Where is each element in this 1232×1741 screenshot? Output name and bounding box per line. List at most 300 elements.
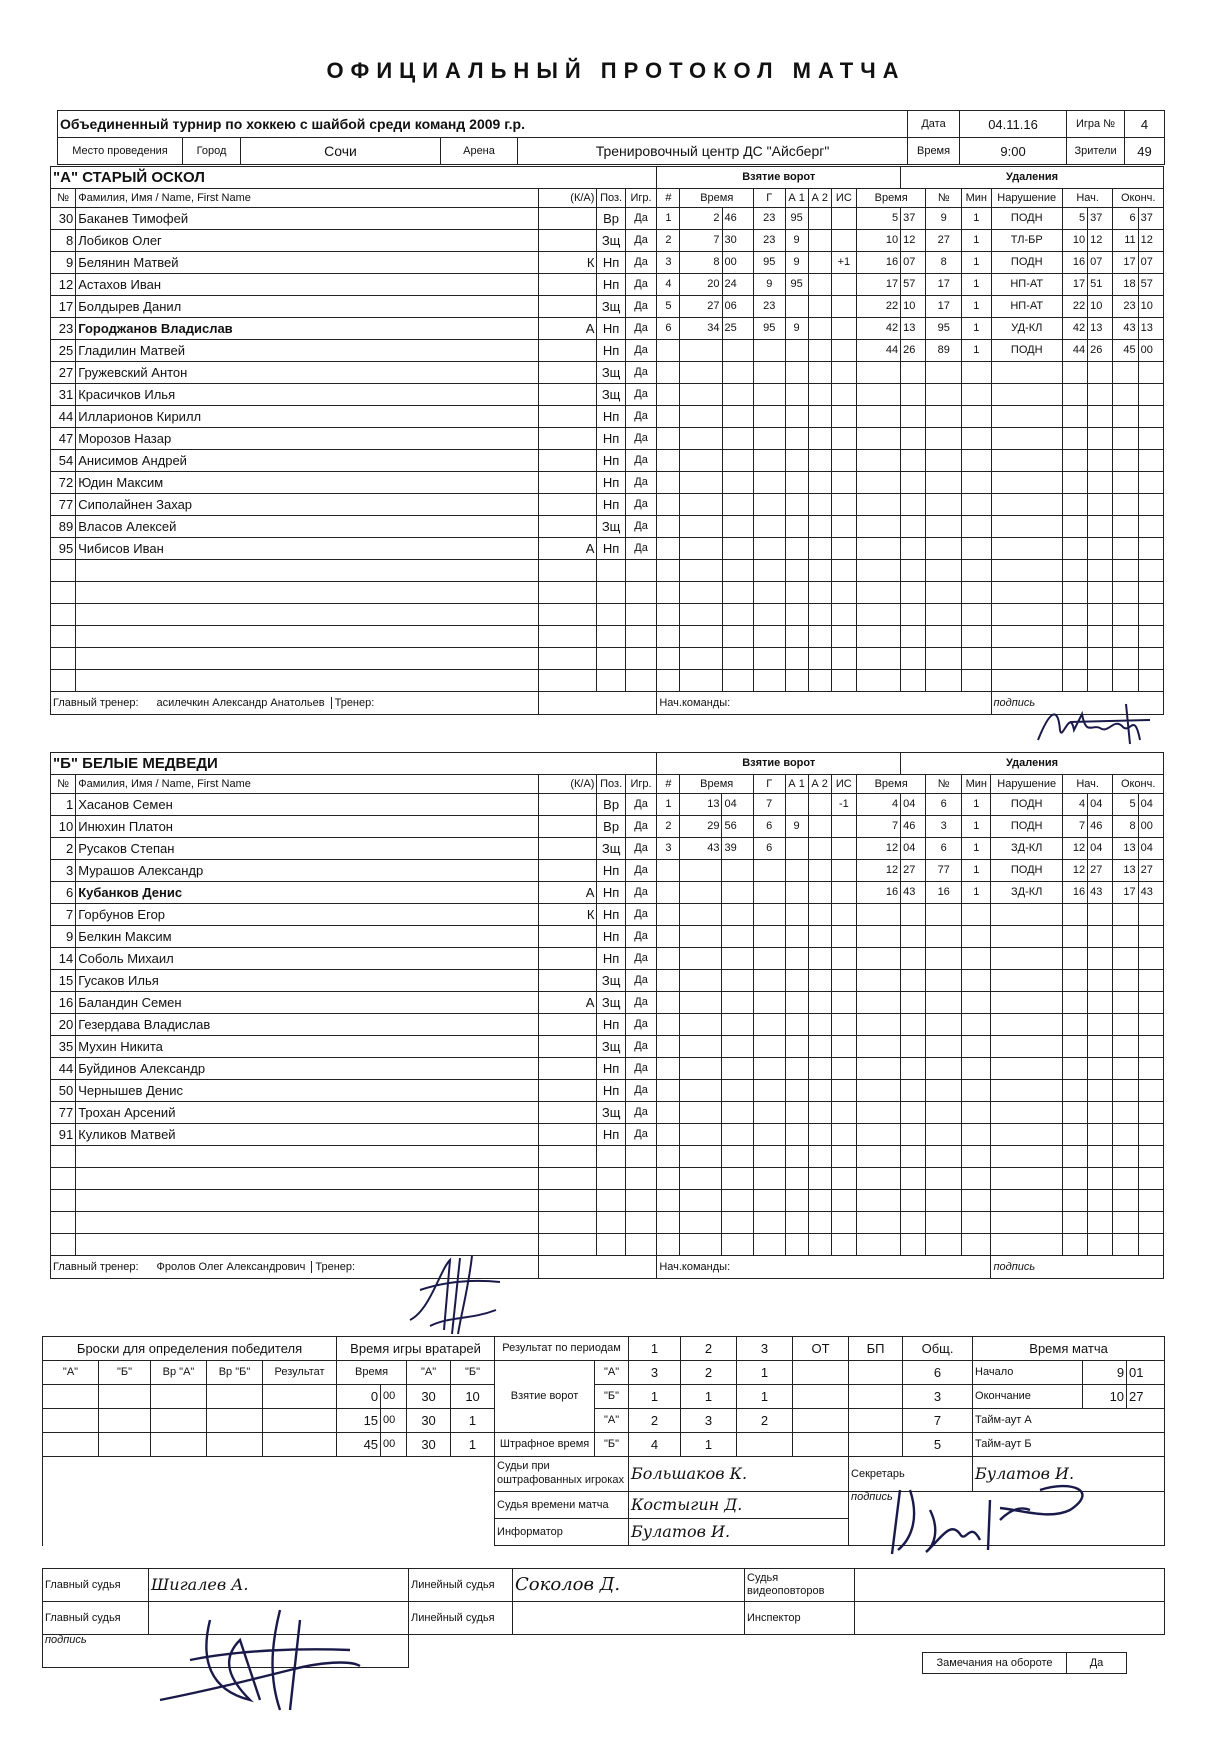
player-played: Да <box>625 296 657 318</box>
coach-blank <box>538 1256 657 1279</box>
protocol-title: ОФИЦИАЛЬНЫЙ ПРОТОКОЛ МАТЧА <box>326 58 906 83</box>
goal-second: 39 <box>722 838 754 860</box>
player-played <box>625 1212 657 1234</box>
player-played: Да <box>625 926 657 948</box>
penalty-minute <box>856 494 900 516</box>
penalty-end-sec: 12 <box>1138 230 1163 252</box>
penalty-player: 16 <box>926 882 962 904</box>
penalty-length <box>962 904 991 926</box>
goal-assist-2 <box>808 494 831 516</box>
linesman-1: Соколов Д. <box>513 1569 745 1602</box>
goal-strength <box>831 406 856 428</box>
penalty-minute <box>856 948 900 970</box>
goal-strength <box>831 384 856 406</box>
player-position: Зщ <box>597 1036 625 1058</box>
penalty-start-min: 4 <box>1062 794 1087 816</box>
penalty-second <box>901 538 926 560</box>
shootout-label: Броски для определения победителя <box>43 1337 337 1361</box>
time-judge: Костыгин Д. <box>629 1492 849 1519</box>
penalty-start-sec <box>1088 1234 1113 1256</box>
goal-assist-1: 95 <box>785 208 808 230</box>
penalty-minute: 44 <box>856 340 900 362</box>
penalty-violation <box>991 1036 1062 1058</box>
goal-minute <box>680 1124 722 1146</box>
player-name: Астахов Иван <box>76 274 538 296</box>
penalty-minute: 10 <box>856 230 900 252</box>
penalty-end-sec <box>1138 1146 1163 1168</box>
column-header: Игр. <box>625 775 657 794</box>
penalty-second <box>901 926 926 948</box>
player-role <box>538 362 597 384</box>
player-name: Белкин Максим <box>76 926 538 948</box>
goal-assist-1 <box>785 604 808 626</box>
player-position: Зщ <box>597 384 625 406</box>
penalty-player <box>926 1146 962 1168</box>
player-number: 20 <box>51 1014 76 1036</box>
penalty-second: 04 <box>901 838 926 860</box>
penalty-end-min <box>1113 384 1138 406</box>
penalty-start-min <box>1062 384 1087 406</box>
table-row <box>51 538 1164 560</box>
player-played: Да <box>625 882 657 904</box>
penalty-end-sec: 57 <box>1138 274 1163 296</box>
penalty-player <box>926 648 962 670</box>
goal-scorer <box>753 970 785 992</box>
goal-second <box>722 516 754 538</box>
player-name: Трохан Арсений <box>76 1102 538 1124</box>
goal-second <box>722 948 754 970</box>
penalty-second: 43 <box>901 882 926 904</box>
player-name: Куликов Матвей <box>76 1124 538 1146</box>
goal-second <box>722 384 754 406</box>
player-number: 3 <box>51 860 76 882</box>
penalty-second <box>901 1080 926 1102</box>
goal-minute: 43 <box>680 838 722 860</box>
player-name: Баландин Семен <box>76 992 538 1014</box>
penalty-end-sec <box>1138 1036 1163 1058</box>
penalty-start-sec: 07 <box>1088 252 1113 274</box>
penalty-player <box>926 604 962 626</box>
player-position: Зщ <box>597 296 625 318</box>
notes-value: Да <box>1067 1653 1127 1674</box>
goal-strength <box>831 992 856 1014</box>
player-played: Да <box>625 450 657 472</box>
penalty-second <box>901 494 926 516</box>
goal-strength <box>831 230 856 252</box>
table-row <box>51 1080 1164 1102</box>
penalty-violation <box>991 362 1062 384</box>
player-name: Баканев Тимофей <box>76 208 538 230</box>
penalty-start-sec <box>1088 560 1113 582</box>
penalty-second <box>901 670 926 692</box>
player-name: Мухин Никита <box>76 1036 538 1058</box>
player-position: Нп <box>597 450 625 472</box>
goal-index: 1 <box>657 208 680 230</box>
penalty-violation: НП-АТ <box>991 274 1062 296</box>
penalty-start-min: 16 <box>1062 252 1087 274</box>
penalty-minute <box>856 1168 900 1190</box>
penalty-minute: 16 <box>856 252 900 274</box>
goal-index <box>657 1014 680 1036</box>
penalty-second <box>901 1168 926 1190</box>
penalty-end-min <box>1113 970 1138 992</box>
goal-index <box>657 626 680 648</box>
player-position: Нп <box>597 948 625 970</box>
penalty-end-min <box>1113 1168 1138 1190</box>
player-number <box>51 1212 76 1234</box>
goal-second <box>722 670 754 692</box>
column-header: Нач. <box>1062 189 1112 208</box>
goal-second: 56 <box>722 816 754 838</box>
goal-scorer <box>753 904 785 926</box>
player-name: Белянин Матвей <box>76 252 538 274</box>
player-position: Нп <box>597 406 625 428</box>
column-header: Г <box>753 775 785 794</box>
player-name: Гладилин Матвей <box>76 340 538 362</box>
penalty-start-sec: 46 <box>1088 816 1113 838</box>
penalty-start-sec <box>1088 992 1113 1014</box>
goal-second <box>722 1014 754 1036</box>
penalty-end-sec <box>1138 1190 1163 1212</box>
table-row <box>51 516 1164 538</box>
penalty-player <box>926 560 962 582</box>
player-role <box>538 1102 597 1124</box>
goal-assist-1 <box>785 384 808 406</box>
penalty-second: 07 <box>901 252 926 274</box>
player-played: Да <box>625 1124 657 1146</box>
player-role <box>538 948 597 970</box>
penalty-end-sec <box>1138 560 1163 582</box>
team-b-table <box>50 752 1164 1279</box>
goal-strength <box>831 516 856 538</box>
table-row <box>51 1146 1164 1168</box>
player-name: Гезердава Владислав <box>76 1014 538 1036</box>
player-position: Зщ <box>597 362 625 384</box>
goal-strength <box>831 1146 856 1168</box>
penalty-end-sec <box>1138 648 1163 670</box>
goal-assist-2 <box>808 1146 831 1168</box>
penalty-end-min <box>1113 450 1138 472</box>
player-number: 91 <box>51 1124 76 1146</box>
goal-strength <box>831 428 856 450</box>
player-position: Нп <box>597 926 625 948</box>
player-position: Нп <box>597 318 625 340</box>
penalty-end-sec <box>1138 1058 1163 1080</box>
goal-strength <box>831 1212 856 1234</box>
player-position <box>597 648 625 670</box>
goal-assist-1 <box>785 648 808 670</box>
penalty-end-min <box>1113 1058 1138 1080</box>
goal-strength <box>831 1190 856 1212</box>
goal-second <box>722 494 754 516</box>
penalty-minute <box>856 516 900 538</box>
penalty-violation <box>991 970 1062 992</box>
player-position: Нп <box>597 860 625 882</box>
coach-blank <box>538 692 657 715</box>
goal-minute <box>680 1058 722 1080</box>
penalty-start-min: 22 <box>1062 296 1087 318</box>
player-role <box>538 1014 597 1036</box>
goal-assist-1 <box>785 1234 808 1256</box>
match-date: 04.11.16 <box>960 111 1067 138</box>
goal-assist-1 <box>785 582 808 604</box>
player-number: 6 <box>51 882 76 904</box>
goal-index <box>657 1080 680 1102</box>
column-header: # <box>657 775 680 794</box>
goal-minute <box>680 516 722 538</box>
player-position: Зщ <box>597 992 625 1014</box>
goal-second <box>722 904 754 926</box>
table-row <box>51 450 1164 472</box>
penalty-minute: 42 <box>856 318 900 340</box>
penalty-player <box>926 384 962 406</box>
player-name: Мурашов Александр <box>76 860 538 882</box>
penalty-start-sec <box>1088 970 1113 992</box>
player-role: А <box>538 538 597 560</box>
goal-minute <box>680 494 722 516</box>
player-number: 16 <box>51 992 76 1014</box>
goal-minute: 20 <box>680 274 722 296</box>
column-header: ИС <box>831 775 856 794</box>
player-name <box>76 560 538 582</box>
goal-index <box>657 340 680 362</box>
arena: Тренировочный центр ДС "Айсберг" <box>518 138 908 165</box>
goal-minute <box>680 648 722 670</box>
penalty-minute <box>856 450 900 472</box>
penalty-violation <box>991 1234 1062 1256</box>
player-name <box>76 1212 538 1234</box>
player-played <box>625 560 657 582</box>
goal-minute <box>680 1014 722 1036</box>
head-coach-label: Главный тренер: <box>53 696 139 709</box>
penalty-length <box>962 472 991 494</box>
goal-assist-2 <box>808 1124 831 1146</box>
penalty-minute <box>856 1234 900 1256</box>
penalty-player <box>926 362 962 384</box>
player-number: 30 <box>51 208 76 230</box>
team-name: "Б" БЕЛЫЕ МЕДВЕДИ <box>51 753 657 775</box>
goal-assist-1 <box>785 428 808 450</box>
goal-strength <box>831 1036 856 1058</box>
penalty-minute <box>856 1080 900 1102</box>
penalty-end-min <box>1113 362 1138 384</box>
penalty-end-min: 13 <box>1113 838 1138 860</box>
goal-assist-2 <box>808 1190 831 1212</box>
goal-minute <box>680 904 722 926</box>
goal-index <box>657 904 680 926</box>
penalty-second: 46 <box>901 816 926 838</box>
penalty-second <box>901 648 926 670</box>
goal-assist-2 <box>808 1014 831 1036</box>
match-header: Объединенный турнир по хоккею с шайбой среди команд 2009 г.р. Дата 04.11.16 Игра № 4 Место проведения Город Сочи Арена Тренировочный центр ДС "Айсберг" Время 9:00 Зрители 49 <box>57 110 1165 165</box>
player-position: Нп <box>597 538 625 560</box>
penalty-player <box>926 1168 962 1190</box>
penalty-end-sec <box>1138 926 1163 948</box>
penalty-length <box>962 992 991 1014</box>
column-header: Поз. <box>597 775 625 794</box>
table-row <box>51 860 1164 882</box>
goal-assist-1 <box>785 670 808 692</box>
penalty-length <box>962 670 991 692</box>
penalty-length <box>962 560 991 582</box>
player-role: К <box>538 904 597 926</box>
penalty-length <box>962 626 991 648</box>
penalty-end-sec <box>1138 626 1163 648</box>
penalty-minute <box>856 970 900 992</box>
goal-second: 46 <box>722 208 754 230</box>
goal-index <box>657 494 680 516</box>
goal-minute <box>680 860 722 882</box>
penalty-violation <box>991 472 1062 494</box>
goal-minute <box>680 406 722 428</box>
penalty-end-sec <box>1138 362 1163 384</box>
goal-assist-2 <box>808 948 831 970</box>
column-header: (К/А) <box>538 775 597 794</box>
city: Сочи <box>241 138 441 165</box>
goal-index <box>657 406 680 428</box>
player-played: Да <box>625 362 657 384</box>
goal-minute <box>680 428 722 450</box>
penalty-end-min: 11 <box>1113 230 1138 252</box>
goal-index: 5 <box>657 296 680 318</box>
goal-scorer: 6 <box>753 816 785 838</box>
penalty-length <box>962 582 991 604</box>
goal-strength <box>831 450 856 472</box>
penalty-start-min <box>1062 1102 1087 1124</box>
penalty-start-min <box>1062 670 1087 692</box>
penalty-length <box>962 406 991 428</box>
penalty-second <box>901 970 926 992</box>
penalty-player <box>926 450 962 472</box>
penalty-start-min: 17 <box>1062 274 1087 296</box>
player-played: Да <box>625 384 657 406</box>
penalty-end-min: 23 <box>1113 296 1138 318</box>
player-played <box>625 670 657 692</box>
penalty-end-min <box>1113 428 1138 450</box>
goal-second <box>722 648 754 670</box>
goal-second <box>722 406 754 428</box>
goal-minute <box>680 926 722 948</box>
goal-second <box>722 538 754 560</box>
goal-strength <box>831 860 856 882</box>
penalty-second: 26 <box>901 340 926 362</box>
player-role <box>538 1124 597 1146</box>
goal-assist-1 <box>785 926 808 948</box>
penalty-second <box>901 1014 926 1036</box>
goal-assist-2 <box>808 926 831 948</box>
penalty-player <box>926 992 962 1014</box>
penalty-player <box>926 1058 962 1080</box>
penalty-player <box>926 670 962 692</box>
penalty-start-sec <box>1088 494 1113 516</box>
player-role <box>538 1234 597 1256</box>
penalty-end-min <box>1113 1080 1138 1102</box>
goal-assist-2 <box>808 970 831 992</box>
goal-scorer <box>753 948 785 970</box>
player-number <box>51 670 76 692</box>
goal-assist-1: 9 <box>785 252 808 274</box>
goal-second <box>722 362 754 384</box>
player-played: Да <box>625 992 657 1014</box>
player-played: Да <box>625 1102 657 1124</box>
table-row <box>51 838 1164 860</box>
penalty-start-sec <box>1088 904 1113 926</box>
goal-scorer <box>753 1124 785 1146</box>
player-name: Морозов Назар <box>76 428 538 450</box>
goal-scorer <box>754 472 786 494</box>
player-name: Юдин Максим <box>76 472 538 494</box>
coach-row <box>51 692 539 715</box>
penalty-end-sec: 04 <box>1138 794 1163 816</box>
penalty-start-sec <box>1088 1190 1113 1212</box>
penalty-minute <box>856 384 900 406</box>
goal-assist-1 <box>785 794 808 816</box>
penalty-length: 1 <box>962 838 991 860</box>
goal-second <box>722 340 754 362</box>
goal-index <box>657 670 680 692</box>
penalty-end-min <box>1113 648 1138 670</box>
penalty-violation <box>991 1124 1062 1146</box>
penalty-start-sec <box>1088 1146 1113 1168</box>
penalty-start-sec <box>1088 362 1113 384</box>
column-header: А 2 <box>808 775 831 794</box>
penalty-end-sec <box>1138 1168 1163 1190</box>
penalty-violation: НП-АТ <box>991 296 1062 318</box>
penalty-end-min: 18 <box>1113 274 1138 296</box>
goal-assist-1 <box>785 494 808 516</box>
goal-assist-1 <box>785 296 808 318</box>
player-played: Да <box>625 318 657 340</box>
penalty-violation <box>991 1080 1062 1102</box>
table-row <box>51 230 1164 252</box>
player-number: 12 <box>51 274 76 296</box>
penalty-end-min: 43 <box>1113 318 1138 340</box>
player-name: Гружевский Антон <box>76 362 538 384</box>
penalty-violation <box>991 406 1062 428</box>
goal-assist-1 <box>785 1212 808 1234</box>
penalty-start-sec <box>1088 670 1113 692</box>
goal-scorer: 7 <box>753 794 785 816</box>
player-name: Лобиков Олег <box>76 230 538 252</box>
table-row <box>51 1124 1164 1146</box>
penalty-end-min: 6 <box>1113 208 1138 230</box>
goal-assist-1 <box>785 838 808 860</box>
goal-second: 30 <box>722 230 754 252</box>
goal-index <box>657 538 680 560</box>
penalty-minute <box>856 1058 900 1080</box>
player-number: 72 <box>51 472 76 494</box>
goal-assist-1 <box>785 1124 808 1146</box>
game-number: 4 <box>1125 111 1165 138</box>
player-position: Нп <box>597 252 625 274</box>
player-played: Да <box>625 428 657 450</box>
column-header: Фамилия, Имя / Name, First Name <box>76 775 538 794</box>
player-name: Инюхин Платон <box>76 816 538 838</box>
penalty-length <box>962 1146 991 1168</box>
penalty-second <box>901 362 926 384</box>
goal-index: 6 <box>657 318 680 340</box>
pim-label: Штрафное время <box>495 1433 595 1457</box>
penalty-violation: УД-КЛ <box>991 318 1062 340</box>
player-role <box>538 450 597 472</box>
player-number: 44 <box>51 1058 76 1080</box>
goal-strength <box>831 904 856 926</box>
goal-scorer <box>754 582 786 604</box>
goal-scorer <box>753 1190 785 1212</box>
penalty-violation: ПОДН <box>991 252 1062 274</box>
player-played <box>625 604 657 626</box>
column-header: Оконч. <box>1113 775 1164 794</box>
